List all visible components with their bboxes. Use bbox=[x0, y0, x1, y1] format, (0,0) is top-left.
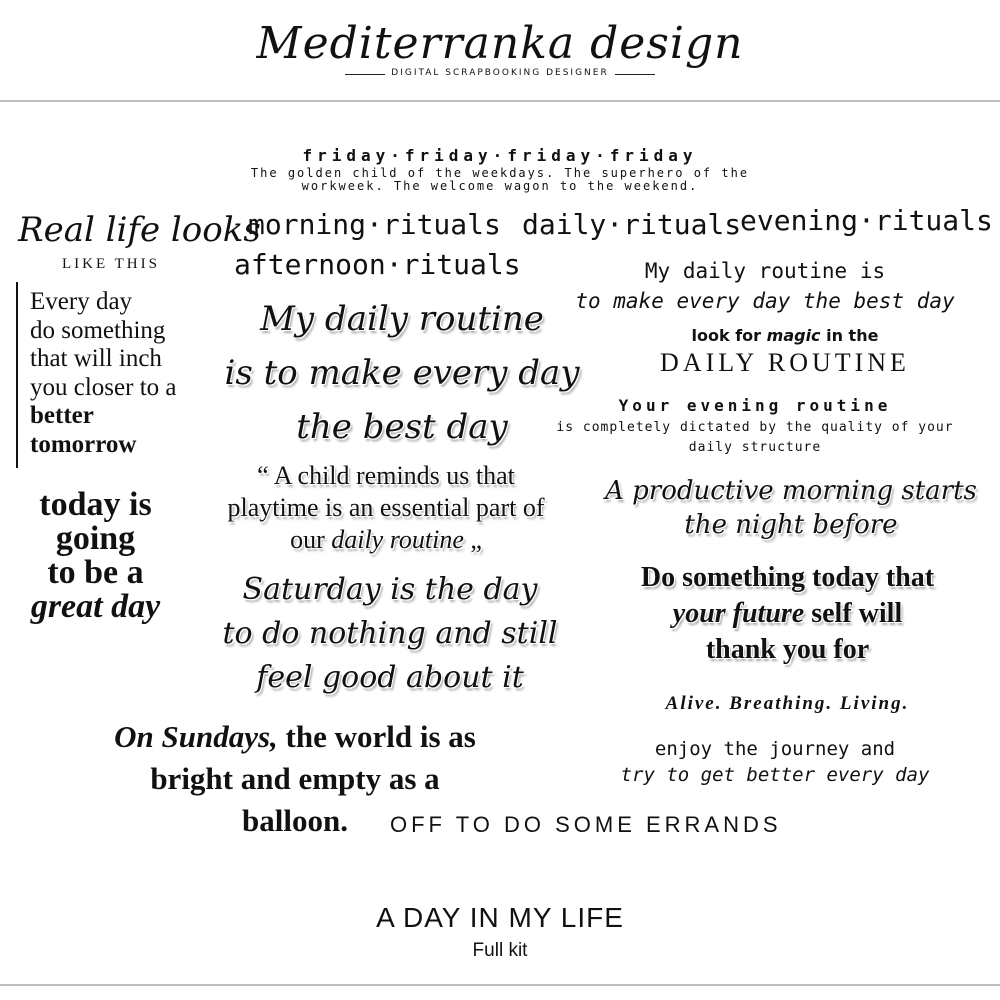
friday-desc-line: The golden child of the weekdays. The superhero of the bbox=[250, 166, 750, 180]
do-something-line: Do something today that bbox=[640, 562, 935, 593]
today-line: great day bbox=[30, 588, 161, 625]
journey-line: enjoy the journey and bbox=[654, 738, 896, 760]
wordart-errands: OFF TO DO SOME ERRANDS bbox=[390, 812, 782, 837]
do-something-line: thank you for bbox=[705, 634, 870, 665]
journey-line: try to get better every day bbox=[620, 764, 930, 786]
wordart-daily-routine: DAILY ROUTINE bbox=[660, 348, 910, 377]
wordart-enjoy-journey bbox=[600, 736, 950, 788]
wordart-child-quote bbox=[186, 460, 586, 556]
do-something-italic: your future bbox=[672, 598, 805, 629]
every-day-line: tomorrow bbox=[30, 430, 137, 458]
friday-desc-line: workweek. The welcome wagon to the weekend. bbox=[301, 179, 699, 193]
script-routine-line: the best day bbox=[296, 407, 508, 447]
script-routine-line: is to make every day bbox=[224, 353, 580, 393]
wordart-saturday bbox=[200, 568, 580, 700]
magic-text: look for bbox=[691, 326, 762, 345]
today-line: today is bbox=[39, 486, 152, 523]
evening-desc-line: is completely dictated by the quality of your bbox=[556, 420, 954, 435]
routine-line: My daily routine is bbox=[644, 259, 886, 283]
saturday-line: to do nothing and still bbox=[222, 616, 558, 651]
quote-bar bbox=[16, 282, 18, 468]
brand-logo: Mediterranka design bbox=[256, 18, 744, 69]
productive-line: the night before bbox=[684, 510, 898, 540]
wordart-morning-rituals: morning·rituals bbox=[248, 208, 501, 241]
wordart-look-for-magic bbox=[630, 326, 940, 345]
child-quote-mark: „ bbox=[470, 525, 482, 554]
wordart-like-this: LIKE THIS bbox=[62, 256, 160, 272]
wordart-today-great-day bbox=[8, 488, 183, 624]
today-line: to be a bbox=[47, 554, 144, 591]
do-something-line bbox=[590, 596, 985, 632]
today-line: going bbox=[55, 520, 136, 557]
wordart-every-day bbox=[30, 288, 230, 459]
wordart-evening-rituals: evening·rituals bbox=[740, 204, 993, 237]
every-day-line: that will inch bbox=[30, 345, 162, 372]
kit-subtitle: Full kit bbox=[472, 940, 528, 961]
routine-line: to make every day the best day bbox=[575, 289, 955, 313]
every-day-line: do something bbox=[30, 316, 166, 344]
wordart-friday-desc bbox=[0, 167, 1000, 193]
child-line bbox=[186, 524, 586, 556]
sundays-italic: On Sundays, bbox=[114, 719, 278, 754]
sundays-line bbox=[55, 716, 535, 758]
wordart-evening-routine-title: Your evening routine bbox=[618, 396, 892, 415]
wordart-afternoon-rituals: afternoon·rituals bbox=[234, 248, 521, 281]
productive-line: A productive morning starts bbox=[605, 476, 977, 506]
top-divider bbox=[0, 100, 1000, 102]
every-day-line: better bbox=[30, 402, 94, 429]
brand-tagline: DIGITAL SCRAPBOOKING DESIGNER bbox=[391, 68, 609, 78]
child-text: our bbox=[290, 525, 325, 554]
do-something-text: self will bbox=[811, 598, 903, 629]
script-routine-line: My daily routine bbox=[260, 299, 544, 339]
every-day-line: Every day bbox=[30, 288, 133, 315]
wordart-daily-rituals: daily·rituals bbox=[522, 208, 742, 241]
magic-word: magic bbox=[766, 326, 821, 345]
wordart-friday-title: friday·friday·friday·friday bbox=[302, 146, 698, 165]
kit-title: A DAY IN MY LIFE bbox=[376, 902, 624, 933]
wordart-evening-routine-desc bbox=[520, 418, 990, 458]
bottom-divider bbox=[0, 984, 1000, 986]
evening-desc-line: daily structure bbox=[688, 440, 822, 455]
sundays-line: balloon. bbox=[242, 803, 348, 838]
child-line: “ A child reminds us that bbox=[257, 461, 515, 490]
sundays-line: bright and empty as a bbox=[150, 761, 440, 796]
every-day-line: you closer to a bbox=[30, 373, 177, 401]
wordart-routine-best-day bbox=[560, 256, 970, 316]
saturday-line: Saturday is the day bbox=[242, 572, 538, 607]
logo-rule-right bbox=[615, 74, 655, 75]
magic-text: in the bbox=[826, 326, 879, 345]
child-line: playtime is an essential part of bbox=[227, 493, 545, 522]
wordart-real-life: Real life looks bbox=[18, 210, 261, 250]
wordart-do-something-today bbox=[590, 560, 985, 668]
wordart-productive-morning bbox=[596, 474, 986, 542]
sundays-text: the world is as bbox=[285, 719, 476, 754]
saturday-line: feel good about it bbox=[256, 660, 524, 695]
wordart-alive-breathing-living: Alive. Breathing. Living. bbox=[665, 693, 910, 714]
child-italic: daily routine bbox=[331, 525, 464, 554]
